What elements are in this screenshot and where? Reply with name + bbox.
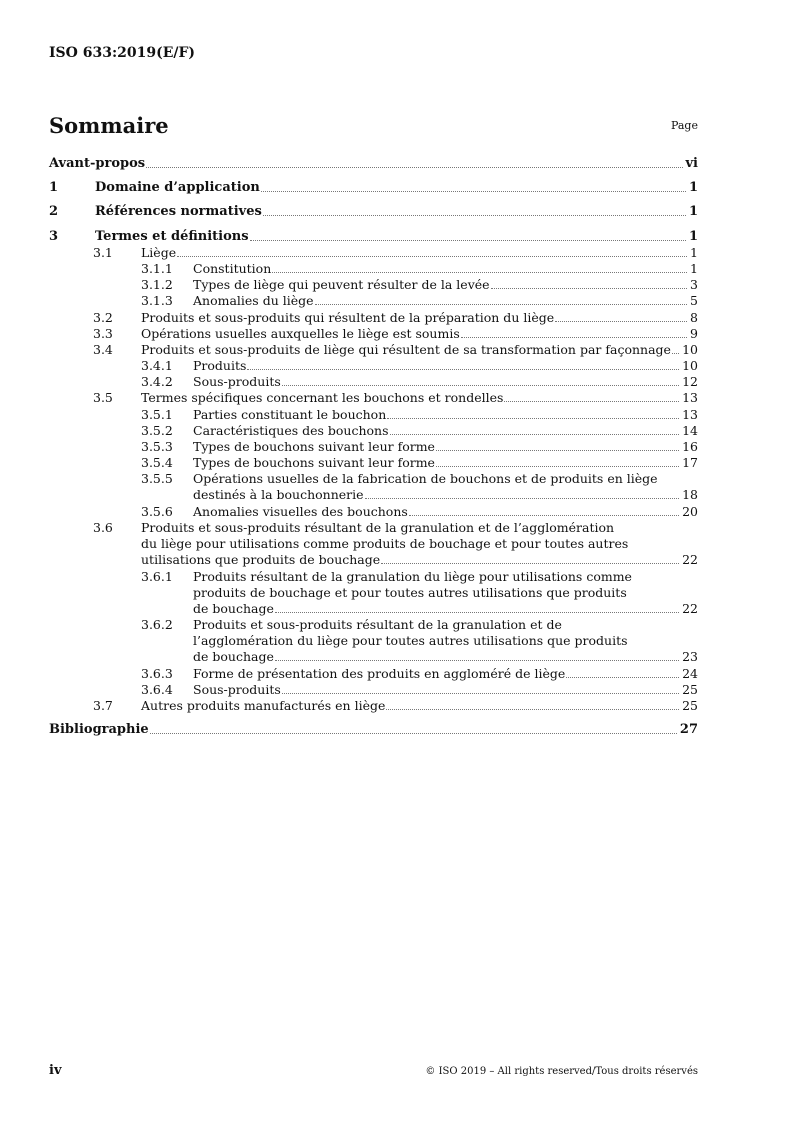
dot-leader	[672, 353, 679, 354]
toc-entry-title: Avant-propos	[49, 156, 146, 171]
toc-entry-page: 1	[688, 204, 698, 220]
toc-entry[interactable]	[49, 722, 698, 738]
toc-entry-title: de bouchage	[193, 600, 274, 616]
toc-entry-title: produits de bouchage et pour toutes autres utilisations que produits	[193, 584, 627, 600]
toc-entry-page: 14	[682, 422, 698, 438]
toc-entry-number: 3.6.4	[141, 681, 173, 697]
dot-leader	[177, 256, 687, 257]
toc-entry[interactable]	[49, 310, 698, 326]
toc-entry[interactable]	[49, 698, 698, 714]
toc-entry[interactable]	[49, 374, 698, 390]
toc-entry-number: 3.1.2	[141, 277, 173, 293]
dot-leader	[263, 215, 686, 216]
toc-entry-title: Produits et sous-produits qui résultent de la préparation du liège	[141, 309, 555, 325]
toc-entry-number: 3.5.4	[141, 455, 173, 471]
toc-entry-page: 22	[682, 600, 698, 616]
dot-leader	[409, 515, 679, 516]
toc-entry[interactable]	[49, 156, 698, 172]
toc-entry-page: 8	[690, 309, 698, 325]
toc-entry[interactable]	[49, 423, 698, 439]
toc-entry-page: 13	[682, 406, 698, 422]
toc-entry-number: 3.1.1	[141, 260, 173, 276]
toc-entry-title: Opérations usuelles auxquelles le liège est soumis	[141, 325, 460, 341]
toc-entry-number: 1	[49, 180, 59, 196]
toc-entry-title: Produits résultant de la granulation du liège pour utilisations comme	[193, 568, 632, 584]
toc-entry-number: 3.4.2	[141, 374, 173, 390]
toc-entry-page: 1	[690, 244, 698, 260]
toc-entry-page: 18	[682, 487, 698, 503]
toc-entry-title: du liège pour utilisations comme produits de bouchage et pour toutes autres	[141, 535, 629, 551]
toc-entry[interactable]	[49, 569, 698, 618]
toc-entry[interactable]	[49, 504, 698, 520]
toc-entry-number: 3.5.3	[141, 439, 173, 454]
toc-entry-number: 3.1	[93, 244, 113, 260]
dot-leader	[247, 369, 679, 370]
toc-entry-number: 3.1.3	[141, 293, 173, 309]
toc-entry-page: 10	[682, 341, 698, 357]
toc-entry-title: Termes spécifiques concernant les bouchons et rondelles	[141, 390, 504, 406]
toc-entry-page: 20	[682, 503, 698, 519]
toc-entry-title: Références normatives	[95, 204, 262, 220]
table-of-contents	[49, 156, 698, 738]
toc-entry-title: de bouchage	[193, 649, 274, 665]
toc-entry-title: Anomalies du liège	[193, 293, 314, 309]
toc-entry-title: Produits	[193, 358, 247, 374]
toc-entry-page: 9	[690, 325, 698, 341]
dot-leader	[566, 677, 679, 678]
dot-leader	[315, 304, 688, 305]
toc-entry-title: Anomalies visuelles des bouchons	[193, 503, 408, 519]
toc-entry-title: Forme de présentation des produits en aggloméré de liège	[193, 665, 566, 681]
dot-leader	[282, 693, 679, 694]
toc-entry-page: 24	[682, 665, 698, 681]
document-id: ISO 633:2019(E/F)	[49, 45, 196, 61]
dot-leader	[387, 418, 679, 419]
toc-entry-page: 10	[682, 358, 698, 374]
toc-entry[interactable]	[49, 407, 698, 423]
toc-entry-title: Sous-produits	[193, 681, 281, 697]
toc-entry[interactable]	[49, 471, 698, 503]
dot-leader	[275, 612, 679, 613]
toc-entry[interactable]	[49, 245, 698, 261]
dot-leader	[150, 733, 677, 734]
toc-entry[interactable]	[49, 682, 698, 698]
toc-entry-title: Sous-produits	[193, 374, 281, 390]
toc-entry[interactable]	[49, 617, 698, 666]
dot-leader	[436, 466, 679, 467]
toc-entry-number: 3.2	[93, 309, 113, 325]
toc-entry-page: 1	[688, 180, 698, 196]
toc-entry-number: 3.6.1	[141, 568, 173, 584]
toc-entry-page: 1	[688, 228, 698, 244]
toc-entry-title: Produits et sous-produits résultant de la granulation et de l’agglomération	[141, 519, 615, 535]
toc-entry-title: Caractéristiques des bouchons	[193, 422, 389, 438]
toc-entry-page: 25	[682, 698, 698, 714]
toc-entry-title: Constitution	[193, 260, 272, 276]
dot-leader	[436, 450, 679, 451]
toc-entry-number: 3.6.3	[141, 665, 173, 681]
toc-entry-page: 17	[682, 455, 698, 471]
dot-leader	[365, 498, 680, 499]
toc-entry[interactable]	[49, 204, 698, 220]
toc-entry[interactable]	[49, 439, 698, 455]
toc-entry-title: Liège	[141, 244, 177, 260]
toc-entry-number: 3	[49, 228, 59, 244]
toc-entry-page: 1	[690, 260, 698, 276]
toc-entry-page: 22	[682, 551, 698, 567]
page-column-label: Page	[670, 119, 698, 132]
dot-leader	[504, 401, 679, 402]
toc-entry[interactable]	[49, 277, 698, 293]
toc-entry-number: 3.5.5	[141, 471, 173, 487]
toc-entry-title: Parties constituant le bouchon	[193, 406, 387, 422]
toc-entry-title: Bibliographie	[49, 722, 149, 738]
toc-entry-page: 13	[682, 390, 698, 406]
dot-leader	[381, 563, 679, 564]
dot-leader	[146, 167, 682, 168]
toc-entry-title: Produits et sous-produits résultant de la granulation et de	[193, 617, 562, 633]
toc-entry-title: Termes et définitions	[95, 228, 249, 244]
dot-leader	[555, 321, 687, 322]
toc-entry[interactable]	[49, 520, 698, 569]
toc-entry-title: Types de bouchons suivant leur forme	[193, 439, 435, 454]
toc-entry[interactable]	[49, 180, 698, 196]
toc-entry-title: Autres produits manufacturés en liège	[141, 698, 386, 714]
dot-leader	[272, 272, 687, 273]
toc-entry-number: 3.4.1	[141, 358, 173, 374]
toc-entry-number: 3.5.1	[141, 406, 173, 422]
dot-leader	[282, 385, 679, 386]
toc-entry[interactable]	[49, 229, 698, 245]
toc-entry-number: 3.6.2	[141, 617, 173, 633]
toc-entry-page: 16	[682, 439, 698, 454]
toc-entry-page: 25	[682, 681, 698, 697]
dot-leader	[491, 288, 687, 289]
copyright-notice: © ISO 2019 – All rights reserved/Tous droits réservés	[425, 1066, 698, 1077]
toc-entry[interactable]	[49, 342, 698, 358]
toc-entry-page: 3	[690, 277, 698, 293]
toc-entry-number: 3.4	[93, 341, 113, 357]
toc-entry-number: 3.6	[93, 519, 113, 535]
dot-leader	[390, 434, 680, 435]
toc-entry-number: 3.3	[93, 325, 113, 341]
toc-entry-number: 3.5	[93, 390, 113, 406]
toc-entry-title: Domaine d’application	[95, 180, 260, 196]
toc-entry-number: 3.5.2	[141, 422, 173, 438]
toc-entry-page: 27	[679, 722, 698, 738]
toc-entry[interactable]	[49, 261, 698, 277]
dot-leader	[261, 191, 686, 192]
toc-entry-number: 3.5.6	[141, 503, 173, 519]
toc-entry[interactable]	[49, 293, 698, 309]
toc-entry[interactable]	[49, 390, 698, 406]
toc-title: Sommaire	[49, 113, 169, 138]
toc-entry-title: Types de liège qui peuvent résulter de la levée	[193, 277, 490, 293]
toc-entry-page: 5	[690, 293, 698, 309]
dot-leader	[461, 337, 687, 338]
toc-entry-title: Types de bouchons suivant leur forme	[193, 455, 435, 471]
toc-entry-title: destinés à la bouchonnerie	[193, 487, 364, 503]
toc-entry[interactable]	[49, 358, 698, 374]
toc-entry-title: l’agglomération du liège pour toutes autres utilisations que produits	[193, 633, 628, 649]
toc-entry-number: 3.7	[93, 698, 113, 714]
toc-entry-number: 2	[49, 204, 59, 220]
dot-leader	[275, 660, 679, 661]
dot-leader	[250, 240, 686, 241]
page-number: iv	[49, 1063, 62, 1078]
toc-entry-page: 23	[682, 649, 698, 665]
toc-entry-page: 12	[682, 374, 698, 390]
toc-entry-page: vi	[685, 156, 698, 171]
toc-entry-title: utilisations que produits de bouchage	[141, 551, 381, 567]
toc-entry-title: Produits et sous-produits de liège qui résultent de sa transformation par façonnage	[141, 341, 671, 357]
toc-entry[interactable]	[49, 666, 698, 682]
dot-leader	[386, 709, 679, 710]
toc-entry[interactable]	[49, 326, 698, 342]
toc-entry-title: Opérations usuelles de la fabrication de bouchons et de produits en liège	[193, 471, 658, 487]
toc-entry[interactable]	[49, 455, 698, 471]
